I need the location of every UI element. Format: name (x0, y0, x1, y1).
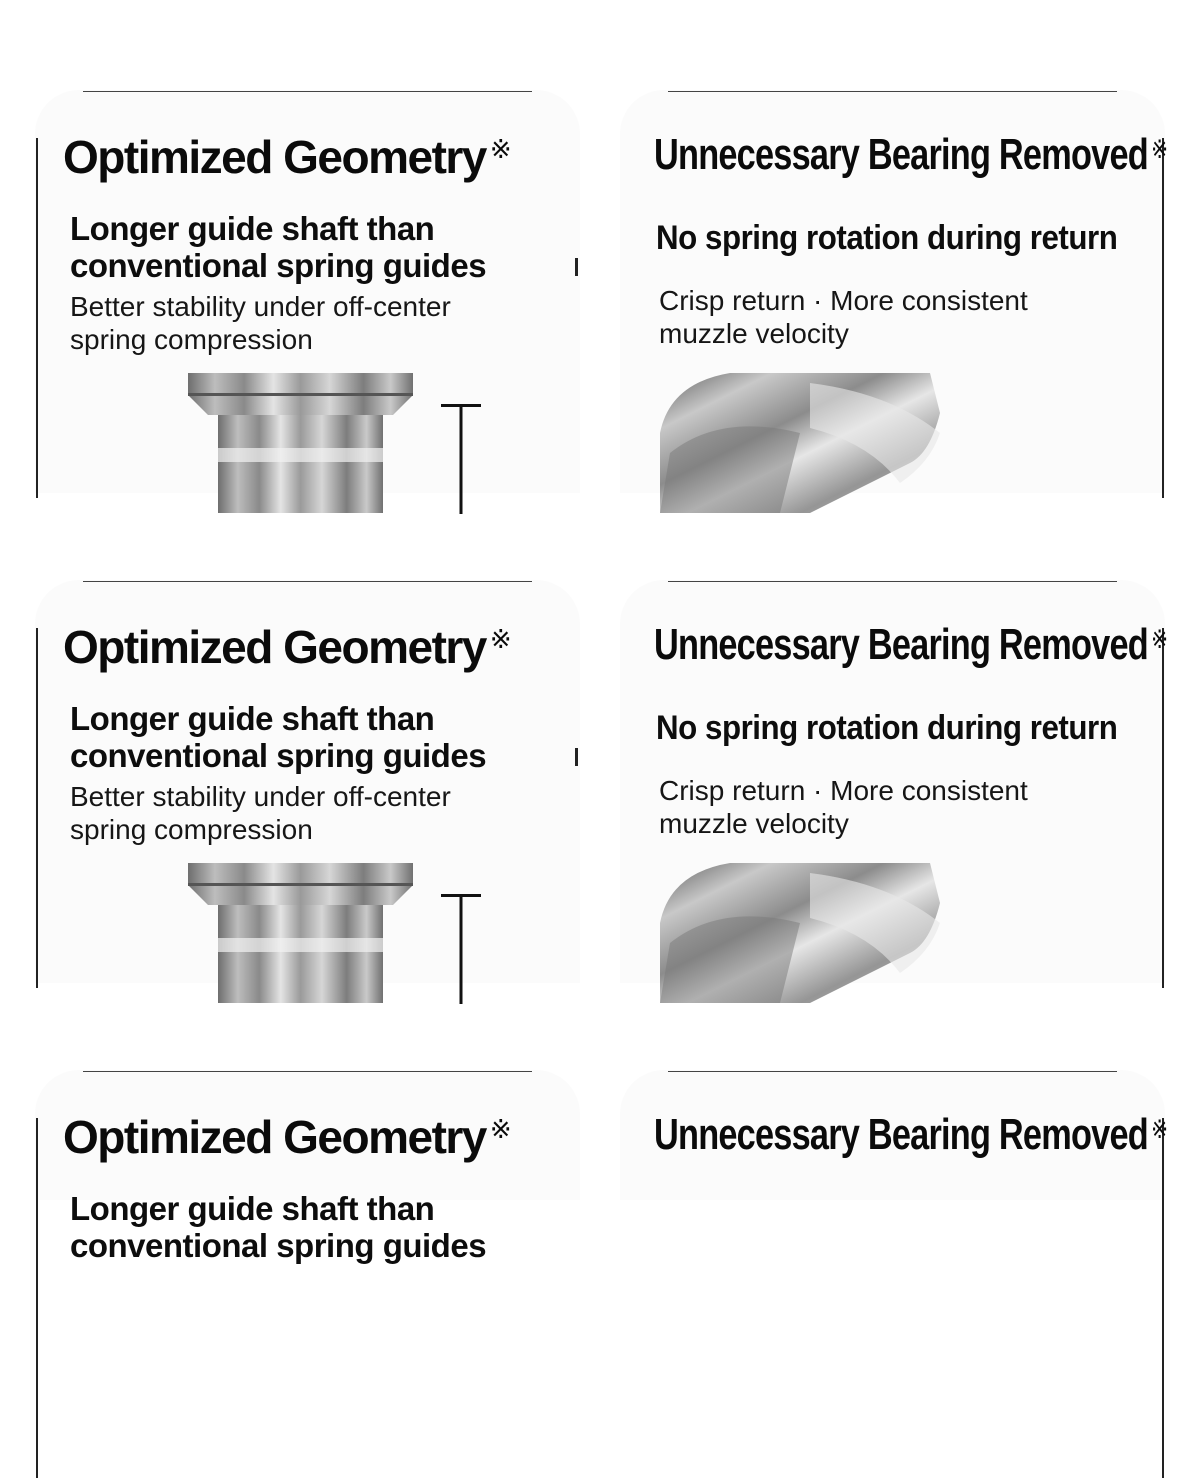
card-title: Optimized Geometry ※ (63, 131, 511, 183)
card-description: Crisp return · More consistent muzzle velocity (659, 775, 1028, 839)
card-side-border (1162, 1118, 1164, 1478)
card-side-border (36, 628, 38, 988)
card-top-border (83, 1071, 532, 1072)
card-subtitle: No spring rotation during return (656, 709, 1118, 747)
card-description: Better stability under off-center spring compression (70, 781, 451, 845)
card-subtitle: Longer guide shaft than conventional spring guides (70, 210, 487, 284)
card-description: Crisp return · More consistent muzzle velocity (659, 285, 1028, 349)
edge-tick (575, 748, 578, 766)
card-title: Unnecessary Bearing Removed ※ (654, 130, 1168, 179)
card-bearing-removed (620, 1070, 1168, 1200)
card-top-border (668, 581, 1117, 582)
dimension-bracket-icon (441, 894, 481, 1004)
card-side-border (36, 138, 38, 498)
card-bearing-removed (620, 580, 1168, 983)
guide-shaft-part-icon (188, 373, 413, 513)
card-top-border (668, 91, 1117, 92)
bearing-part-icon (660, 863, 960, 1003)
card-title: Unnecessary Bearing Removed ※ (654, 1110, 1168, 1159)
card-side-border (1162, 628, 1164, 988)
card-subtitle: Longer guide shaft than conventional spring guides (70, 700, 487, 774)
guide-shaft-part-icon (188, 863, 413, 1003)
card-optimized-geometry (35, 90, 580, 493)
edge-tick (575, 258, 578, 276)
dimension-bracket-icon (441, 404, 481, 514)
card-top-border (83, 91, 532, 92)
card-description: Better stability under off-center spring compression (70, 291, 451, 355)
card-bearing-removed (620, 90, 1168, 493)
card-title: Optimized Geometry ※ (63, 1111, 511, 1163)
card-subtitle: Longer guide shaft than conventional spring guides (70, 1190, 487, 1264)
bearing-part-icon (660, 373, 960, 513)
card-optimized-geometry (35, 1070, 580, 1264)
card-side-border (36, 1118, 38, 1478)
card-title: Optimized Geometry ※ (63, 621, 511, 673)
card-side-border (1162, 138, 1164, 498)
card-top-border (83, 581, 532, 582)
card-top-border (668, 1071, 1117, 1072)
card-title: Unnecessary Bearing Removed ※ (654, 620, 1168, 669)
card-optimized-geometry (35, 580, 580, 983)
card-subtitle: No spring rotation during return (656, 219, 1118, 257)
